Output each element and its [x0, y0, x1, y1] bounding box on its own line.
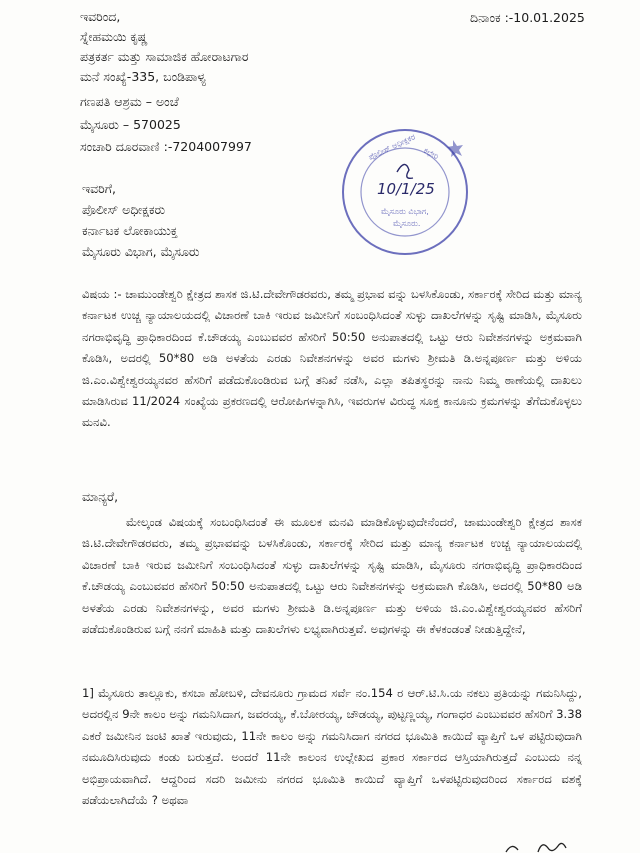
to-label: ಇವರಿಗೆ,	[82, 181, 116, 196]
signature-scribble	[498, 836, 578, 853]
sender-city: ಮೈಸೂರು – 570025	[80, 117, 181, 132]
point-1-paragraph: 1] ಮೈಸೂರು ತಾಲ್ಲೂಕು, ಕಸಬಾ ಹೋಬಳಿ, ದೇವನೂರು ಗ್ರಾಮದ ಸರ್ವೆ ನಂ.154 ರ ಆರ್.ಟಿ.ಸಿ.ಯ ನಕಲು ಪ್ರತಿಯನ್ನು ಗಮನಿಸಿದ್ದು, ಅದರಲ್ಲಿನ 9ನೇ ಕಾಲಂ ಅನ್ನು ಗಮನಿಸಿದಾಗ, ಜವರಯ್ಯ, ಕೆ.ಬೋರಯ್ಯ, ಚೌಡಯ್ಯ, ಪುಟ್ಟಣ್ಣಯ್ಯ, ಗಂಗಾಧರ ಎಂಬುವವರ ಹೆಸರಿಗೆ 3.38 ಎಕರೆ ಜಮೀನಿನ ಜಂಟಿ ಖಾತೆ ಇರುವುದು, 11ನೇ ಕಾಲಂ ಅನ್ನು ಗಮನಿಸಿದಾಗ ನಗರದ ಭೂಮಿತಿ ಕಾಯಿದೆ ವ್ಯಾಪ್ತಿಗೆ ಒಳ ಪಟ್ಟಿರುವುದಾಗಿ ನಮೂದಿಸಿರುವುದು ಕಂಡು ಬರುತ್ತದೆ. ಅಂದರೆ 11ನೇ ಕಾಲಂನ ಉಲ್ಲೇಖದ ಪ್ರಕಾರ ಸರ್ಕಾರದ ಆಸ್ತಿಯಾಗಿರುತ್ತದೆ ಎಂಬುದು ನನ್ನ ಅಭಿಪ್ರಾಯವಾಗಿದೆ. ಆದ್ದರಿಂದ ಸದರಿ ಜಮೀನು ನಗರದ ಭೂಮಿತಿ ಕಾಯಿದೆ ವ್ಯಾಪ್ತಿಗೆ ಒಳಪಟ್ಟಿರುವುದರಿಂದ ಸರ್ಕಾರದ ವಶಕ್ಕೆ ಪಡೆಯಲಾಗಿದೆಯೆ ? ಅಥವಾ	[82, 686, 582, 808]
letter-date: ದಿನಾಂಕ :-10.01.2025	[470, 10, 585, 25]
sender-phone: ಸಂಚಾರಿ ದೂರವಾಣಿ :-7204007997	[80, 139, 252, 154]
svg-text:ಮೈಸೂರು ವಿಭಾಗ,: ಮೈಸೂರು ವಿಭಾಗ,	[381, 207, 429, 216]
from-label: ಇವರಿಂದ,	[80, 9, 121, 24]
sender-designation: ಪತ್ರಕರ್ತ ಮತ್ತು ಸಾಮಾಜಿಕ ಹೋರಾಟಗಾರ	[80, 49, 249, 64]
svg-text:ಕಛೇರಿ: ಕಛೇರಿ	[422, 145, 441, 162]
recipient-office: ಕರ್ನಾಟಕ ಲೋಕಾಯುಕ್ತ	[82, 223, 178, 238]
subject-paragraph: ವಿಷಯ :- ಚಾಮುಂಡೇಶ್ವರಿ ಕ್ಷೇತ್ರದ ಶಾಸಕ ಜಿ.ಟಿ.ದೇವೇಗೌಡರವರು, ತಮ್ಮ ಪ್ರಭಾವ ವನ್ನು ಬಳಸಿಕೊಂಡು, ಸರ್ಕಾರಕ್ಕೆ ಸೇರಿದ ಮತ್ತು ಮಾನ್ಯ ಕರ್ನಾಟಕ ಉಚ್ಚ ನ್ಯಾಯಾಲಯದಲ್ಲಿ ವಿಚಾರಣೆ ಬಾಕಿ ಇರುವ ಜಮೀನಿಗೆ ಸಂಬಂಧಿಸಿದಂತೆ ಸುಳ್ಳು ದಾಖಲೆಗಳನ್ನು ಸೃಷ್ಟಿ ಮಾಡಿಸಿ, ಮೈಸೂರು ನಗರಾಭಿವೃದ್ಧಿ ಪ್ರಾಧಿಕಾರದಿಂದ ಕೆ.ಚೌಡಯ್ಯ ಎಂಬುವವರ ಹೆಸರಿಗೆ 50:50 ಅನುಪಾತದಲ್ಲಿ ಒಟ್ಟು ಆರು ನಿವೇಶನಗಳನ್ನು ಅಕ್ರಮವಾಗಿ ಕೊಡಿಸಿ, ಅದರಲ್ಲಿ 50*80 ಅಡಿ ಅಳತೆಯ ಎರಡು ನಿವೇಶನಗಳನ್ನು ಅವರ ಮಗಳು ಶ್ರೀಮತಿ ಡಿ.ಅನ್ನಪೂರ್ಣ ಮತ್ತು ಅಳಿಯ ಜಿ.ಎಂ.ವಿಶ್ವೇಶ್ವರಯ್ಯನವರ ಹೆಸರಿಗೆ ಪಡೆದುಕೊಂಡಿರುವ ಬಗ್ಗೆ ತನಿಖೆ ನಡೆಸಿ, ಎಲ್ಲಾ ತಪಿತಸ್ಥರನ್ನು ನಾನು ನಿಮ್ಮ ಠಾಣೆಯಲ್ಲಿ ದಾಖಲು ಮಾಡಿಸಿರುವ 11/2024 ಸಂಖ್ಯೆಯ ಪ್ರಕರಣದಲ್ಲಿ ಆರೋಪಿಗಳನ್ನಾಗಿಸಿ, ಇವರುಗಳ ವಿರುದ್ಧ ಸೂಕ್ತ ಕಾನೂನು ಕ್ರಮಗಳನ್ನು ತೆಗೆದುಕೊಳ್ಳಲು ಮನವಿ.	[82, 287, 582, 430]
lokayukta-seal-stamp	[335, 122, 475, 262]
recipient-place: ಮೈಸೂರು ವಿಭಾಗ, ಮೈಸೂರು	[82, 244, 200, 259]
sender-area: ಗಣಪತಿ ಆಶ್ರಮ – ಅಂಚೆ	[80, 94, 179, 109]
sender-name: ಸ್ನೇಹಮಯಿ ಕೃಷ್ಣ	[80, 29, 148, 44]
svg-text:ಮೈಸೂರು.: ಮೈಸೂರು.	[393, 219, 421, 228]
stamp-handwritten-date: 10/1/25	[377, 180, 435, 198]
sender-house: ಮನೆ ಸಂಖ್ಯೆ-335, ಬಂಡಿಪಾಳ್ಯ	[80, 69, 206, 84]
salutation: ಮಾನ್ಯರೆ,	[82, 489, 119, 504]
svg-text:ಪೊಲೀಸ್ ಅಧೀಕ್ಷಕರ: ಪೊಲೀಸ್ ಅಧೀಕ್ಷಕರ	[367, 132, 417, 162]
body-paragraph: ಮೇಲ್ಕಂಡ ವಿಷಯಕ್ಕೆ ಸಂಬಂಧಿಸಿದಂತೆ ಈ ಮೂಲಕ ಮನವಿ ಮಾಡಿಕೊಳ್ಳುವುದೇನೆಂದರೆ, ಚಾಮುಂಡೇಶ್ವರಿ ಕ್ಷೇತ್ರದ ಶಾಸಕ ಜಿ.ಟಿ.ದೇವೇಗೌಡರವರು, ತಮ್ಮ ಪ್ರಭಾವವನ್ನು ಬಳಸಿಕೊಂಡು, ಸರ್ಕಾರಕ್ಕೆ ಸೇರಿದ ಮತ್ತು ಮಾನ್ಯ ಕರ್ನಾಟಕ ಉಚ್ಚ ನ್ಯಾಯಾಲಯದಲ್ಲಿ ವಿಚಾರಣೆ ಬಾಕಿ ಇರುವ ಜಮೀನಿಗೆ ಸಂಬಂಧಿಸಿದಂತೆ ಸುಳ್ಳು ದಾಖಲೆಗಳನ್ನು ಸೃಷ್ಟಿ ಮಾಡಿಸಿ, ಮೈಸೂರು ನಗರಾಭಿವೃದ್ಧಿ ಪ್ರಾಧಿಕಾರದಿಂದ ಕೆ.ಚೌಡಯ್ಯ ಎಂಬುವವರ ಹೆಸರಿಗೆ 50:50 ಅನುಪಾತದಲ್ಲಿ ಒಟ್ಟು ಆರು ನಿವೇಶನಗಳನ್ನು ಅಕ್ರಮವಾಗಿ ಕೊಡಿಸಿ, ಅದರಲ್ಲಿ 50*80 ಅಡಿ ಅಳತೆಯ ಎರಡು ನಿವೇಶನಗಳನ್ನು, ಅವರ ಮಗಳು ಶ್ರೀಮತಿ ಡಿ.ಅನ್ನಪೂರ್ಣ ಮತ್ತು ಅಳಿಯ ಜಿ.ಎಂ.ವಿಶ್ವೇಶ್ವರಯ್ಯನವರ ಹೆಸರಿಗೆ ಪಡೆದುಕೊಂಡಿರುವ ಬಗ್ಗೆ ನನಗೆ ಮಾಹಿತಿ ಮತ್ತು ದಾಖಲೆಗಳು ಲಭ್ಯವಾಗಿರುತ್ತವೆ. ಅವುಗಳನ್ನು ಈ ಕೆಳಕಂಡಂತೆ ನೀಡುತ್ತಿದ್ದೇನೆ,	[82, 515, 582, 637]
recipient-title: ಪೊಲೀಸ್ ಅಧೀಕ್ಷಕರು	[82, 202, 166, 217]
